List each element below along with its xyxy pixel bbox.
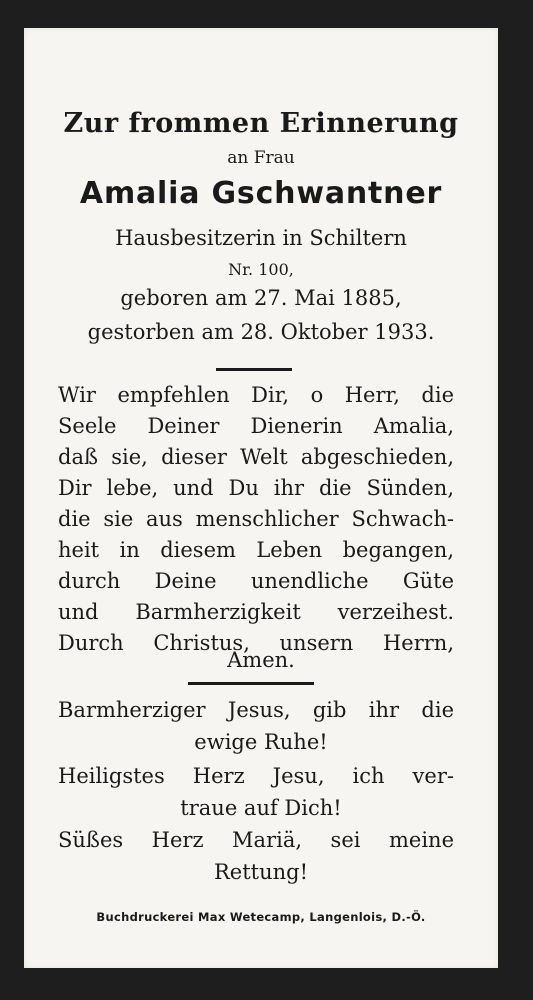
- prayer-amen: Amen.: [227, 648, 295, 672]
- divider-rule-bottom: [188, 682, 314, 685]
- ejaculation-line: Heiligstes Herz Jesu, ich ver-: [58, 764, 454, 788]
- prayer-line: Dir lebe, und Du ihr die Sünden,: [58, 476, 454, 500]
- prayer-line: heit in diesem Leben begangen,: [58, 538, 454, 562]
- deceased-name: Amalia Gschwantner: [79, 176, 443, 211]
- ejaculation-line: traue auf Dich!: [180, 796, 342, 820]
- prayer-line: durch Deine unendliche Güte: [58, 569, 454, 593]
- divider-rule-top: [216, 368, 292, 371]
- birth-date: geboren am 27. Mai 1885,: [120, 286, 402, 310]
- house-number: Nr. 100,: [228, 260, 294, 279]
- prayer-line: Durch Christus, unsern Herrn,: [58, 631, 454, 655]
- printer-imprint: Buchdruckerei Max Wetecamp, Langenlois, D.-Ö.: [96, 910, 426, 924]
- memorial-card-paper: [24, 28, 498, 968]
- prayer-line: Seele Deiner Dienerin Amalia,: [58, 414, 454, 438]
- prayer-line: die sie aus menschlicher Schwach-: [58, 507, 454, 531]
- death-date: gestorben am 28. Oktober 1933.: [87, 320, 435, 344]
- occupation-line: Hausbesitzerin in Schiltern: [115, 226, 407, 250]
- prayer-line: daß sie, dieser Welt abgeschieden,: [58, 445, 454, 469]
- prayer-line: und Barmherzigkeit verzeihest.: [58, 600, 454, 624]
- ejaculation-line: ewige Ruhe!: [194, 730, 328, 754]
- ejaculation-line: Barmherziger Jesus, gib ihr die: [58, 698, 454, 722]
- prayer-line: Wir empfehlen Dir, o Herr, die: [58, 383, 454, 407]
- ejaculation-line: Süßes Herz Mariä, sei meine: [58, 828, 454, 852]
- dedication-line: an Frau: [227, 148, 295, 168]
- card-title: Zur frommen Erinnerung: [63, 108, 459, 139]
- ejaculation-line: Rettung!: [213, 860, 309, 884]
